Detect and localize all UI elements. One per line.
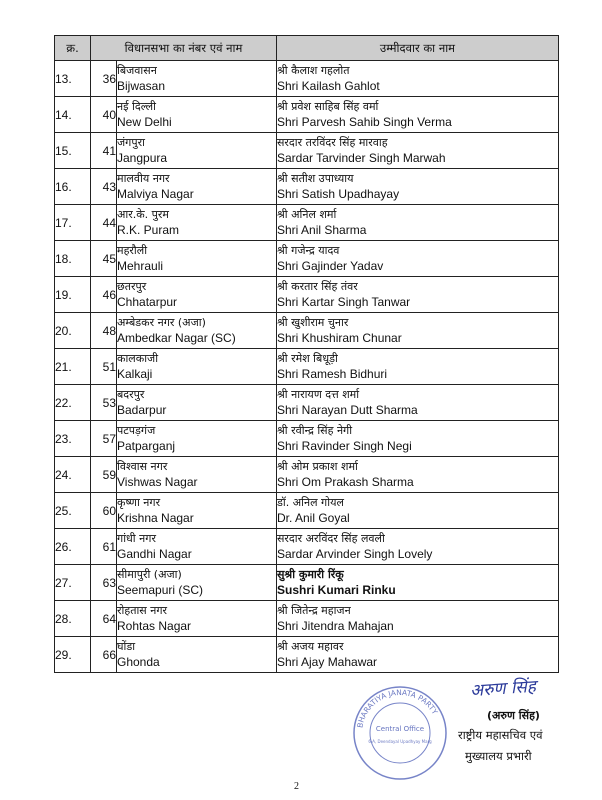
table-row [55, 313, 559, 349]
constituency-number: 63 [91, 565, 117, 601]
candidate-name-hindi: श्री गजेन्द्र यादव [277, 244, 340, 257]
table-row [55, 97, 559, 133]
candidate-cell [277, 313, 559, 349]
candidate-name-english: Dr. Anil Goyal [277, 511, 350, 525]
candidate-cell [277, 385, 559, 421]
serial-number: 21. [55, 349, 91, 385]
constituency-number: 36 [91, 61, 117, 97]
serial-number: 29. [55, 637, 91, 673]
constituency-number: 44 [91, 205, 117, 241]
constituency-name-hindi: नई दिल्ली [117, 100, 156, 113]
candidate-cell [277, 241, 559, 277]
table-row [55, 277, 559, 313]
constituency-name-english: Gandhi Nagar [117, 547, 192, 561]
table-row [55, 241, 559, 277]
candidate-cell [277, 601, 559, 637]
constituency-name-english: R.K. Puram [117, 223, 180, 237]
candidate-name-english: Shri Om Prakash Sharma [277, 475, 414, 489]
candidate-name-english: Shri Ajay Mahawar [277, 655, 378, 669]
candidate-cell [277, 169, 559, 205]
serial-number: 14. [55, 97, 91, 133]
constituency-number: 53 [91, 385, 117, 421]
table-row [55, 133, 559, 169]
constituency-cell [117, 61, 277, 97]
candidate-name-hindi: श्री ओम प्रकाश शर्मा [277, 460, 358, 473]
candidate-table [54, 35, 559, 673]
serial-number: 18. [55, 241, 91, 277]
constituency-name-english: Kalkaji [117, 367, 153, 381]
constituency-name-hindi: आर.के. पुरम [117, 208, 170, 221]
table-row [55, 421, 559, 457]
constituency-cell [117, 457, 277, 493]
signatory-name: (अरुण सिंह) [487, 709, 540, 722]
candidate-cell [277, 133, 559, 169]
constituency-number: 57 [91, 421, 117, 457]
signatory-title-line1: राष्ट्रीय महासचिव एवं [458, 728, 543, 742]
candidate-name-hindi: श्री रमेश बिधूड़ी [277, 352, 338, 365]
candidate-name-english: Shri Ravinder Singh Negi [277, 439, 412, 453]
candidate-name-hindi: श्री अनिल शर्मा [277, 208, 337, 221]
candidate-name-english: Shri Kartar Singh Tanwar [277, 295, 411, 309]
table-row [55, 529, 559, 565]
constituency-number: 45 [91, 241, 117, 277]
stamp-address-text: 6-A, Deendayal Upadhyay Marg [368, 739, 432, 744]
constituency-name-english: New Delhi [117, 115, 172, 129]
constituency-name-english: Ambedkar Nagar (SC) [117, 331, 236, 345]
constituency-name-english: Malviya Nagar [117, 187, 194, 201]
table-row [55, 457, 559, 493]
constituency-number: 46 [91, 277, 117, 313]
constituency-name-hindi: विश्वास नगर [117, 460, 168, 473]
constituency-cell [117, 313, 277, 349]
constituency-name-hindi: कृष्णा नगर [117, 496, 161, 509]
constituency-name-english: Bijwasan [117, 79, 166, 93]
stamp-ring-text: BHARATIYA JANATA PARTY [355, 687, 440, 729]
candidate-cell [277, 97, 559, 133]
constituency-name-english: Vishwas Nagar [117, 475, 198, 489]
constituency-name-english: Chhatarpur [117, 295, 178, 309]
candidate-cell [277, 61, 559, 97]
candidate-name-hindi: श्री खुशीराम चुनार [277, 316, 349, 329]
constituency-name-hindi: पटपड़गंज [117, 424, 156, 437]
candidate-cell [277, 457, 559, 493]
constituency-cell [117, 97, 277, 133]
table-row [55, 601, 559, 637]
candidate-name-hindi: श्री कैलाश गहलोत [277, 64, 350, 77]
constituency-cell [117, 601, 277, 637]
constituency-cell [117, 133, 277, 169]
constituency-number: 60 [91, 493, 117, 529]
serial-number: 20. [55, 313, 91, 349]
table-row [55, 61, 559, 97]
constituency-number: 51 [91, 349, 117, 385]
candidate-cell [277, 421, 559, 457]
page-number: 2 [294, 781, 299, 792]
serial-number: 15. [55, 133, 91, 169]
candidate-name-hindi: श्री अजय महावर [277, 640, 344, 653]
handwritten-signature: अरुण सिंह [469, 676, 537, 702]
candidate-name-english: Sardar Tarvinder Singh Marwah [277, 151, 446, 165]
constituency-cell [117, 529, 277, 565]
candidate-name-hindi: श्री सतीश उपाध्याय [277, 172, 354, 185]
constituency-name-english: Mehrauli [117, 259, 164, 273]
candidate-cell [277, 493, 559, 529]
constituency-name-english: Ghonda [117, 655, 160, 669]
stamp-center-text: Central Office [375, 725, 425, 733]
candidate-name-hindi: सुश्री कुमारी रिंकू [277, 568, 344, 581]
constituency-cell [117, 385, 277, 421]
table-row [55, 385, 559, 421]
constituency-name-english: Patparganj [117, 439, 176, 453]
constituency-cell [117, 421, 277, 457]
candidate-cell [277, 277, 559, 313]
table-row [55, 637, 559, 673]
candidate-name-english: Shri Gajinder Yadav [277, 259, 384, 273]
constituency-name-hindi: रोहतास नगर [117, 604, 168, 617]
candidate-name-english: Shri Khushiram Chunar [277, 331, 402, 345]
constituency-name-hindi: घोंडा [117, 640, 136, 653]
signatory-title-line2: मुख्यालय प्रभारी [465, 749, 532, 763]
header-constituency: विधानसभा का नंबर एवं नाम [91, 36, 277, 61]
constituency-name-hindi: मालवीय नगर [117, 172, 170, 185]
serial-number: 19. [55, 277, 91, 313]
serial-number: 27. [55, 565, 91, 601]
svg-text:BHARATIYA JANATA PARTY [355, 688, 439, 729]
table-header-row [55, 36, 559, 61]
constituency-name-hindi: जंगपुरा [117, 136, 145, 149]
candidate-name-hindi: श्री करतार सिंह तंवर [277, 280, 358, 293]
table-row [55, 169, 559, 205]
header-candidate: उम्मीदवार का नाम [277, 36, 559, 61]
candidate-name-english: Sushri Kumari Rinku [277, 583, 396, 597]
constituency-name-hindi: बदरपुर [117, 388, 145, 401]
candidate-cell [277, 205, 559, 241]
serial-number: 28. [55, 601, 91, 637]
constituency-cell [117, 493, 277, 529]
serial-number: 24. [55, 457, 91, 493]
candidate-cell [277, 349, 559, 385]
candidate-cell [277, 529, 559, 565]
constituency-name-english: Badarpur [117, 403, 167, 417]
constituency-number: 66 [91, 637, 117, 673]
constituency-name-hindi: कालकाजी [117, 352, 159, 365]
constituency-name-hindi: सीमापुरी (अजा) [117, 568, 182, 581]
constituency-number: 64 [91, 601, 117, 637]
serial-number: 13. [55, 61, 91, 97]
serial-number: 22. [55, 385, 91, 421]
constituency-number: 61 [91, 529, 117, 565]
candidate-name-english: Shri Narayan Dutt Sharma [277, 403, 418, 417]
candidate-name-english: Shri Jitendra Mahajan [277, 619, 394, 633]
candidate-cell [277, 637, 559, 673]
serial-number: 16. [55, 169, 91, 205]
table-row [55, 349, 559, 385]
constituency-name-english: Jangpura [117, 151, 168, 165]
candidate-name-hindi: सरदार तरविंदर सिंह मारवाह [277, 136, 388, 149]
constituency-cell [117, 637, 277, 673]
constituency-number: 40 [91, 97, 117, 133]
candidate-name-hindi: डॉ. अनिल गोयल [277, 496, 344, 509]
constituency-cell [117, 349, 277, 385]
candidate-name-english: Shri Satish Upadhayay [277, 187, 400, 201]
candidate-name-english: Sardar Arvinder Singh Lovely [277, 547, 433, 561]
constituency-name-english: Seemapuri (SC) [117, 583, 204, 597]
candidate-name-english: Shri Ramesh Bidhuri [277, 367, 388, 381]
constituency-number: 41 [91, 133, 117, 169]
constituency-name-hindi: अम्बेडकर नगर (अजा) [117, 316, 206, 329]
constituency-number: 48 [91, 313, 117, 349]
serial-number: 26. [55, 529, 91, 565]
candidate-cell [277, 565, 559, 601]
candidate-name-hindi: श्री नारायण दत्त शर्मा [277, 388, 360, 401]
constituency-name-hindi: छतरपुर [117, 280, 147, 293]
constituency-cell [117, 241, 277, 277]
constituency-number: 59 [91, 457, 117, 493]
constituency-cell [117, 277, 277, 313]
candidate-name-english: Shri Anil Sharma [277, 223, 367, 237]
candidate-name-hindi: श्री प्रवेश साहिब सिंह वर्मा [277, 100, 379, 113]
table-row [55, 205, 559, 241]
constituency-name-hindi: बिजवासन [117, 64, 157, 77]
constituency-number: 43 [91, 169, 117, 205]
candidate-name-hindi: श्री जितेन्द्र महाजन [277, 604, 351, 617]
candidate-name-english: Shri Parvesh Sahib Singh Verma [277, 115, 452, 129]
serial-number: 23. [55, 421, 91, 457]
candidate-name-english: Shri Kailash Gahlot [277, 79, 380, 93]
constituency-name-hindi: गांधी नगर [117, 532, 156, 545]
constituency-cell [117, 205, 277, 241]
table-row [55, 493, 559, 529]
constituency-name-hindi: महरौली [117, 244, 148, 257]
serial-number: 25. [55, 493, 91, 529]
party-stamp [350, 683, 450, 783]
candidate-name-hindi: श्री रवीन्द्र सिंह नेगी [277, 424, 353, 437]
serial-number: 17. [55, 205, 91, 241]
constituency-name-english: Krishna Nagar [117, 511, 194, 525]
header-serial: क्र. [55, 36, 91, 61]
constituency-name-english: Rohtas Nagar [117, 619, 192, 633]
table-row [55, 565, 559, 601]
constituency-cell [117, 169, 277, 205]
constituency-cell [117, 565, 277, 601]
candidate-name-hindi: सरदार अरविंदर सिंह लवली [277, 532, 385, 545]
